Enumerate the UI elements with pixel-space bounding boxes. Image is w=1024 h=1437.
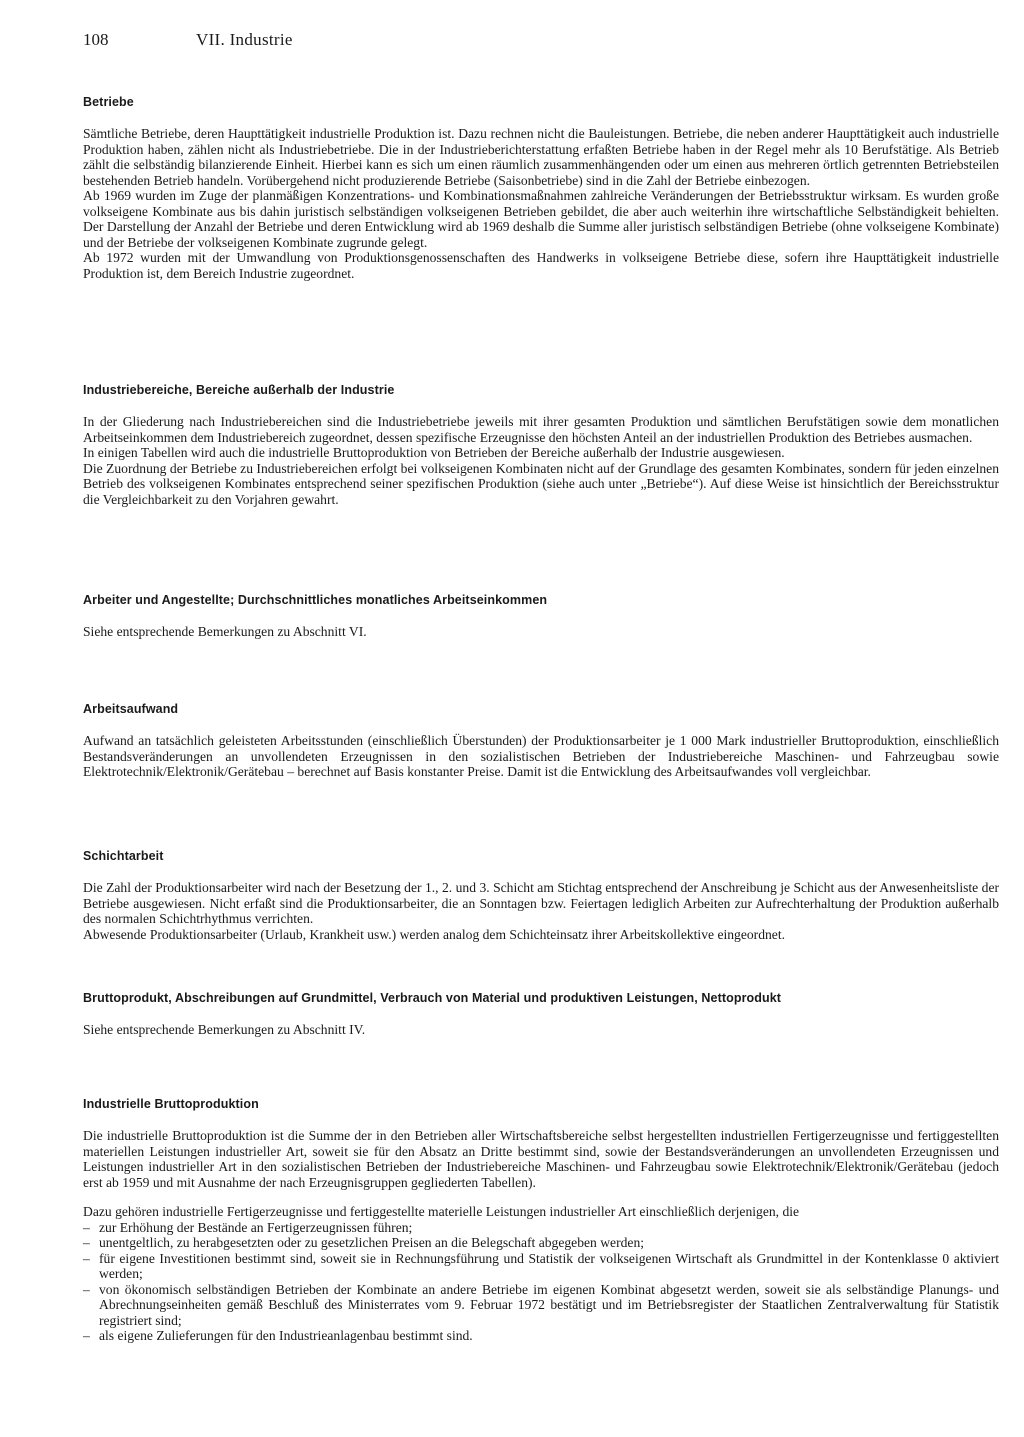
section-heading: Bruttoprodukt, Abschreibungen auf Grundmittel, Verbrauch von Material und produktiven Leistungen, Nettoprodukt bbox=[83, 991, 782, 1005]
paragraph: Dazu gehören industrielle Fertigerzeugnisse und fertiggestellte materielle Leistungen industrieller Art einschließlich derjenigen, die bbox=[83, 1204, 800, 1219]
paragraph: Abwesende Produktionsarbeiter (Urlaub, Krankheit usw.) werden analog dem Schichteinsatz ihrer Arbeitskollektive eingeordnet. bbox=[83, 926, 786, 942]
section-schichtarbeit bbox=[83, 848, 999, 942]
section-arbeitsaufwand bbox=[83, 701, 999, 780]
section-heading: Arbeitsaufwand bbox=[83, 702, 179, 716]
paragraph: Die industrielle Bruttoproduktion ist die Summe der in den Betrieben aller Wirtschaftsbereiche selbst hergestellten industriellen Fertigerzeugnisse und fertiggestellten materiellen Leistungen industrieller Art, soweit sie für den Absatz an Dritte bestimmt sind, sowie der Bestandsveränderungen an unvollendeten Erzeugnissen und Leistungen industrieller Art in den sozialistischen Betrieben der Industriebereiche Maschinen- und Fahrzeugbau sowie Elektrotechnik/Elektronik/Gerätebau (jedoch erst ab 1959 und mit Ausnahme der nach Erzeugnisgruppen gegliederten Tabellen). bbox=[83, 1128, 999, 1190]
section-heading: Industriebereiche, Bereiche außerhalb der Industrie bbox=[83, 383, 395, 397]
paragraph: Ab 1972 wurden mit der Umwandlung von Produktionsgenossenschaften des Handwerks in volkseigene Betriebe diese, sofern ihre Haupttätigkeit industrielle Produktion ist, dem Bereich Industrie zugeordnet. bbox=[83, 250, 999, 281]
list-item: – von ökonomisch selbständigen Betrieben der Kombinate an andere Betriebe im eigenen Kombinat abgesetzt werden, soweit sie als selbständige Planungs- und Abrechnungseinheiten gemäß Beschluß des Ministerrates vom 9. Februar 1972 bestätigt und im Betriebsregister der Staatlichen Zentralverwaltung für Statistik registriert sind; bbox=[83, 1282, 999, 1329]
list-item: – zur Erhöhung der Bestände an Fertigerzeugnissen führen; bbox=[83, 1220, 999, 1236]
list-item: – unentgeltlich, zu herabgesetzten oder zu gesetzlichen Preisen an die Belegschaft abgegeben werden; bbox=[83, 1235, 999, 1251]
paragraph: Die Zahl der Produktionsarbeiter wird nach der Besetzung der 1., 2. und 3. Schicht am Stichtag entsprechend der Anschreibung je Schicht aus der Anwesenheitsliste der Betriebe ausgewiesen. Nicht erfaßt sind die Produktionsarbeiter, die an Sonntagen bzw. Feiertagen lediglich Arbeiten zur Aufrechterhaltung der Produktion außerhalb des normalen Schichtrhythmus verrichten. bbox=[83, 880, 999, 926]
section-industrielle-bruttoproduktion bbox=[83, 1096, 999, 1344]
section-heading: Schichtarbeit bbox=[83, 849, 164, 863]
section-heading: Arbeiter und Angestellte; Durchschnittliches monatliches Arbeitseinkommen bbox=[83, 593, 548, 607]
running-head: VII. Industrie bbox=[196, 30, 293, 49]
section-bruttoprodukt bbox=[83, 990, 999, 1038]
paragraph: Sämtliche Betriebe, deren Haupttätigkeit industrielle Produktion ist. Dazu rechnen nicht die Bauleistungen. Betriebe, die neben anderer Haupttätigkeit auch industrielle Produktion haben, zählen nicht als Industriebetriebe. Die in der Industrieberichterstattung erfaßten Betriebe haben in der Regel mehr als 10 Berufstätige. Als Betrieb zählt die selbständig bilanzierende Einheit. Hierbei kann es sich um einen räumlich zusammenhängenden oder um einen aus mehreren örtlich getrennten Betriebsteilen bestehenden Betrieb handeln. Vorübergehend nicht produzierende Betriebe (Saisonbetriebe) sind in die Zahl der Betriebe einbezogen. bbox=[83, 126, 999, 188]
paragraph: Siehe entsprechende Bemerkungen zu Abschnitt VI. bbox=[83, 624, 367, 639]
list-item: – für eigene Investitionen bestimmt sind, soweit sie in Rechnungsführung und Statistik der volkseigenen Wirtschaft als Grundmittel in der Kontenklasse 0 aktiviert werden; bbox=[83, 1251, 999, 1282]
section-heading: Betriebe bbox=[83, 95, 134, 109]
paragraph: Aufwand an tatsächlich geleisteten Arbeitsstunden (einschließlich Überstunden) der Produktionsarbeiter je 1 000 Mark industrieller Bruttoproduktion, einschließlich Bestandsveränderungen an unvollendeten Erzeugnissen in den sozialistischen Betrieben der Industriebereiche Maschinen- und Fahrzeugbau sowie Elektrotechnik/Elektronik/Gerätebau – berechnet auf Basis konstanter Preise. Damit ist die Entwicklung des Arbeitsaufwandes voll vergleichbar. bbox=[83, 733, 999, 779]
list-item: – als eigene Zulieferungen für den Industrieanlagenbau bestimmt sind. bbox=[83, 1328, 999, 1344]
section-industriebereiche bbox=[83, 382, 999, 507]
paragraph: Siehe entsprechende Bemerkungen zu Abschnitt IV. bbox=[83, 1022, 366, 1037]
paragraph: In der Gliederung nach Industriebereichen sind die Industriebetriebe jeweils mit ihrer gesamten Produktion und sämtlichen Berufstätigen sowie dem monatlichen Arbeitseinkommen dem Industriebereich zugeordnet, dessen spezifische Erzeugnisse den höchsten Anteil an der industriellen Produktion des Betriebes ausmachen. bbox=[83, 414, 999, 445]
page-number: 108 bbox=[83, 30, 109, 49]
section-betriebe bbox=[83, 94, 999, 281]
paragraph: In einigen Tabellen wird auch die industrielle Bruttoproduktion von Betrieben der Bereiche außerhalb der Industrie ausgewiesen. bbox=[83, 445, 785, 460]
section-arbeiter-angestellte bbox=[83, 592, 999, 640]
paragraph: Ab 1969 wurden im Zuge der planmäßigen Konzentrations- und Kombinationsmaßnahmen zahlreiche Veränderungen der Betriebsstruktur wirksam. Es wurden große volkseigene Kombinate aus bis dahin juristisch selbständigen volkseigenen Betrieben gebildet, die aber auch weiterhin ihre wirtschaftliche Selbständigkeit behielten. Der Darstellung der Anzahl der Betriebe und deren Entwicklung wird ab 1969 deshalb die Summe aller juristisch selbständigen Betriebe (ohne volkseigene Kombinate) und der Betriebe der volkseigenen Kombinate zugrunde gelegt. bbox=[83, 188, 999, 250]
section-heading: Industrielle Bruttoproduktion bbox=[83, 1097, 259, 1111]
dash-list bbox=[83, 1220, 999, 1344]
paragraph: Die Zuordnung der Betriebe zu Industriebereichen erfolgt bei volkseigenen Kombinaten nicht auf der Grundlage des gesamten Kombinates, sondern für jeden einzelnen Betrieb des volkseigenen Kombinates entsprechend seiner spezifischen Produktion (siehe auch unter „Betriebe“). Auf diese Weise ist hinsichtlich der Bereichsstruktur die Vergleichbarkeit zu den Vorjahren gewahrt. bbox=[83, 460, 999, 507]
